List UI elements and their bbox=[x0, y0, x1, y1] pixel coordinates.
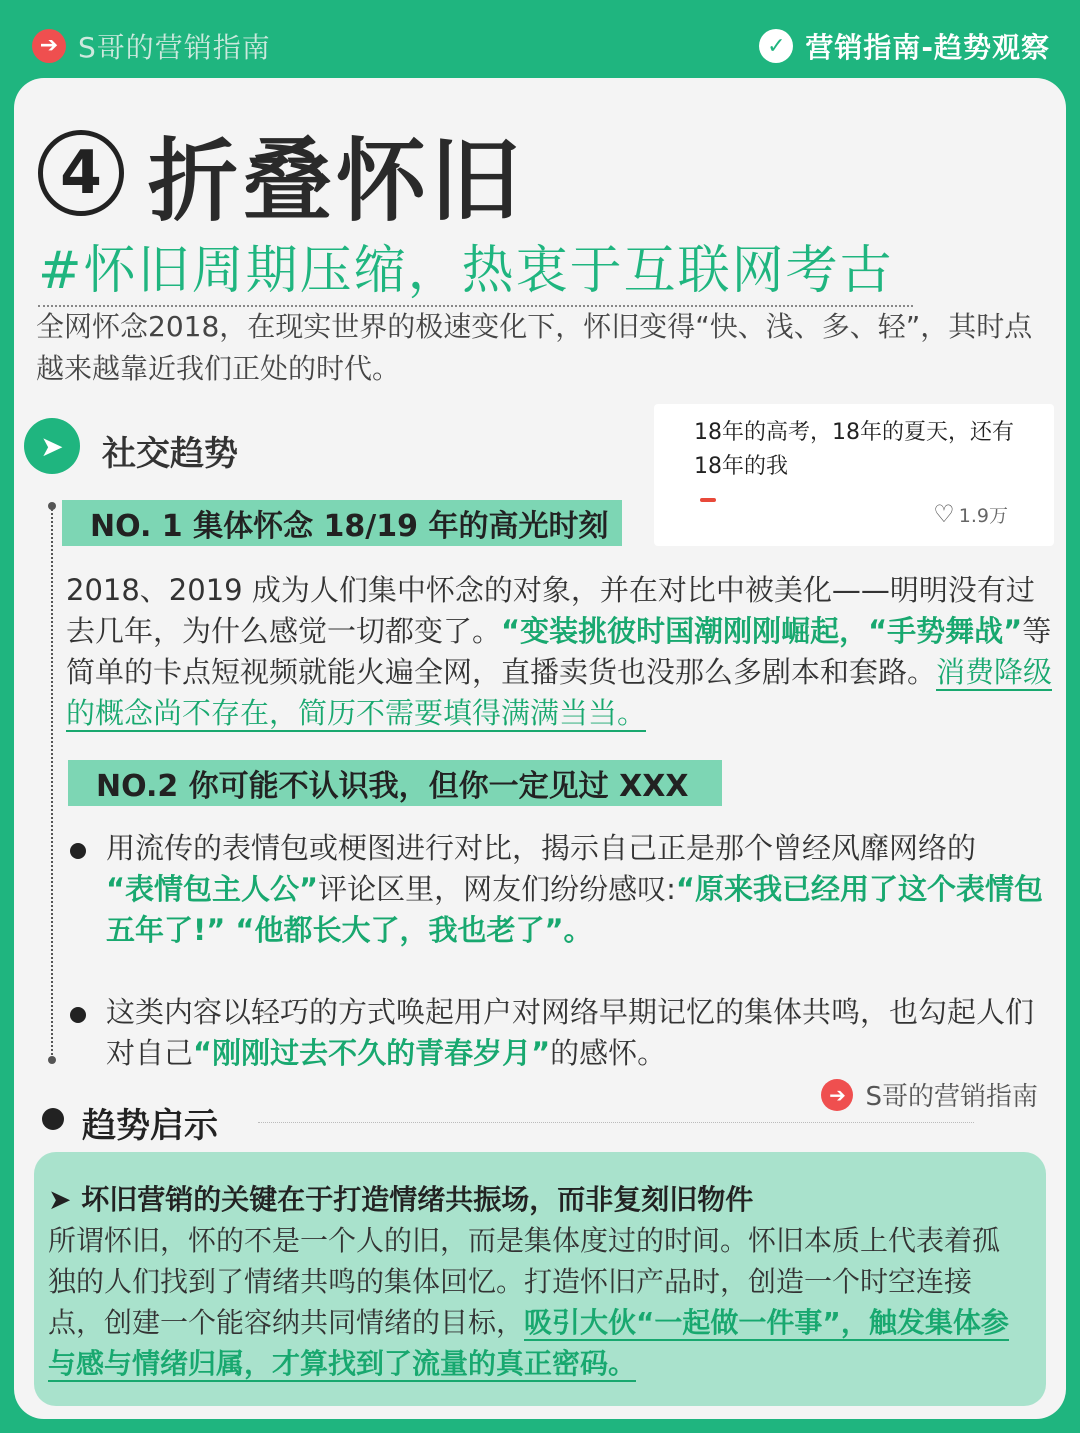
intro-text: 全网怀念2018，在现实世界的极速变化下，怀旧变得“快、浅、多、轻”，其时点越来越靠近我们正处的时代。 bbox=[36, 310, 1033, 385]
post-thumbnail bbox=[700, 498, 716, 502]
timeline-dot-bottom bbox=[48, 1056, 56, 1064]
post-preview[interactable] bbox=[654, 404, 1054, 546]
send-icon: ➤ bbox=[24, 418, 80, 474]
top-bar bbox=[0, 0, 1080, 88]
post-text: 18年的高考，18年的夏天，还有18年的我 bbox=[694, 420, 1014, 479]
series-label[interactable] bbox=[759, 26, 1050, 66]
insight-body: 所谓怀旧，怀的不是一个人的旧，而是集体度过的时间。怀旧本质上代表着孤独的人们找到了情绪共鸣的集体回忆。打造怀旧产品时，创造一个时空连接点，创建一个能容纳共同情绪的目标，吸引大伙“一起做一件事”，触发集体参与感与情绪归属，才算找到了流量的真正密码。 bbox=[48, 1224, 1009, 1380]
title-number: 4 bbox=[38, 130, 124, 216]
title-text: 折叠怀旧 bbox=[148, 129, 524, 234]
arrow-right-icon: ➔ bbox=[32, 29, 66, 63]
insight-title: 趋势启示 bbox=[82, 1106, 218, 1146]
bullet-text: 用流传的表情包或梗图进行对比，揭示自己正是那个曾经风靡网络的 “表情包主人公”评论区里，网友们纷纷感叹:“原来我已经用了这个表情包五年了!” “他都长大了，我也老了”。 bbox=[106, 831, 1043, 947]
insight-heading: ➤ 坏旧营销的关键在于打造情绪共振场，而非复刻旧物件 bbox=[48, 1183, 754, 1216]
section1-paragraph bbox=[66, 570, 1056, 734]
page-title bbox=[38, 108, 524, 238]
bullet-text: 这类内容以轻巧的方式唤起用户对网络早期记忆的集体共鸣，也勾起人们对自己“刚刚过去不久的青春岁月”的感怀。 bbox=[106, 995, 1035, 1070]
insight-highlight: 吸引大伙“一起做一件事”，触发集体参与感与情绪归属，才算找到了流量的真正密码。 bbox=[48, 1306, 1009, 1380]
hashtag: #怀旧周期压缩，热衷于互联网考古 bbox=[38, 228, 913, 307]
like-count-value: 1.9万 bbox=[958, 504, 1008, 527]
watermark bbox=[821, 1076, 1038, 1113]
section1-text-rest: 等简单的卡点短视频就能火遍全网，直播卖货也没那么多剧本和套路。 bbox=[66, 614, 1052, 689]
insight-box bbox=[34, 1152, 1046, 1406]
insight-bullet bbox=[42, 1108, 64, 1130]
like-count[interactable] bbox=[933, 500, 1008, 528]
bullet-item bbox=[70, 992, 1050, 1074]
content-card bbox=[14, 78, 1066, 1419]
account-label[interactable] bbox=[32, 26, 271, 66]
timeline-line bbox=[51, 506, 53, 1062]
account-name: S哥的营销指南 bbox=[78, 31, 271, 64]
check-icon: ✓ bbox=[759, 29, 793, 63]
section1-highlight: “变装挑彼时国潮刚刚崛起，“手势舞战” bbox=[501, 614, 1023, 648]
bullet-dot bbox=[70, 1007, 86, 1023]
bullet-item bbox=[70, 828, 1050, 951]
series-name: 营销指南-趋势观察 bbox=[805, 31, 1050, 64]
section2-tag: NO.2 你可能不认识我，但你一定见过 XXX bbox=[68, 760, 722, 806]
bullet-dot bbox=[70, 843, 86, 859]
social-trend-title: 社交趋势 bbox=[102, 434, 238, 474]
watermark-text: S哥的营销指南 bbox=[865, 1082, 1038, 1112]
section1-underline: 消费降级的概念尚不存在，简历不需要填得满满当当。 bbox=[66, 655, 1053, 730]
section1-text: 2018、2019 成为人们集中怀念的对象，并在对比中被美化——明明没有过去几年，为什么感觉一切都变了。 bbox=[66, 573, 1035, 648]
heart-icon: ♡ bbox=[933, 500, 955, 528]
arrow-right-icon: ➔ bbox=[821, 1079, 853, 1111]
divider bbox=[258, 1122, 974, 1123]
section1-tag: NO. 1 集体怀念 18/19 年的高光时刻 bbox=[62, 500, 622, 546]
